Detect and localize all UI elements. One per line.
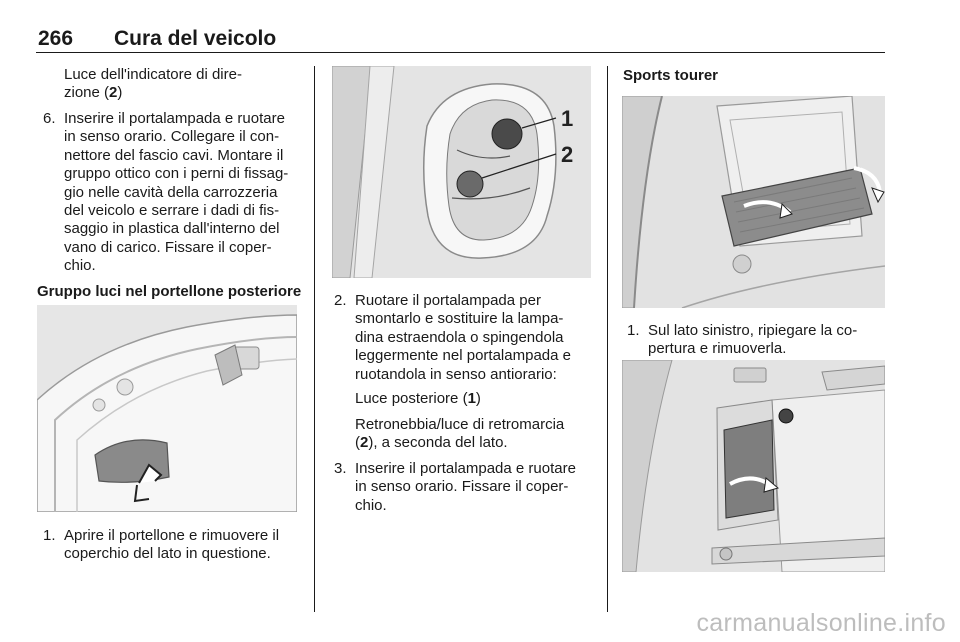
figure-cover-fold [622, 96, 885, 308]
column-divider-right [607, 66, 608, 612]
text-line: Ruotare il portalampada per [355, 292, 541, 309]
text-line: in senso orario. Collegare il con- [64, 128, 280, 146]
callout-1: 1 [561, 106, 574, 131]
step-1-tailgate [43, 527, 309, 564]
figure-lamp-holder [332, 66, 591, 278]
continued-text [64, 66, 242, 103]
text-line: Sul lato sinistro, ripiegare la co- [648, 322, 858, 339]
callout-2: 2 [561, 142, 574, 167]
watermark: carmanualsonline.info [696, 609, 946, 637]
header-rule [36, 52, 885, 53]
text-line: Luce dell'indicatore di dire- [64, 66, 242, 83]
page-title: Cura del veicolo [114, 27, 277, 50]
step-number: 6. [43, 110, 56, 127]
step-1-sports-tourer [627, 322, 883, 359]
section-heading-tailgate: Gruppo luci nel portellone posteriore [37, 283, 302, 300]
text-line: gio nelle cavità della carrozzeria [64, 183, 278, 201]
figure-tailgate-interior [37, 305, 297, 512]
step-number: 1. [627, 322, 640, 339]
figure-cover-removed [622, 360, 885, 572]
section-heading-sports-tourer: Sports tourer [623, 67, 719, 84]
text-line: smontarlo e sostituire la lampa- [355, 310, 564, 328]
text-line: dina estraendola o spingendola [355, 328, 564, 346]
step-2 [334, 292, 600, 384]
text-line: gruppo ottico con i perni di fissag- [64, 165, 289, 183]
reference-number: 1 [467, 390, 476, 407]
fog-reverse-light-text [355, 416, 600, 453]
step-number: 3. [334, 460, 347, 477]
text-line: nettore del fascio cavi. Montare il [64, 146, 284, 164]
text-line: vano di carico. Fissare il coper- [64, 238, 272, 256]
text-line: pertura e rimuoverla. [648, 340, 787, 358]
text-line: coperchio del lato in questione. [64, 545, 271, 563]
text-line: Aprire il portellone e rimuovere il [64, 527, 280, 544]
column-divider-left [314, 66, 315, 612]
step-number: 2. [334, 292, 347, 309]
reference-number: 2 [360, 434, 369, 452]
text-line: (2), a seconda del lato. [355, 434, 508, 452]
reference-number: 2 [109, 84, 118, 102]
text-line: Inserire il portalampada e ruotare [64, 110, 285, 127]
text-line: chio. [355, 496, 387, 514]
text-line: del veicolo e serrare i dadi di fis- [64, 202, 280, 220]
text-line: saggio in plastica dall'interno del [64, 220, 280, 238]
text-line: Inserire il portalampada e ruotare [355, 460, 576, 477]
rear-light-line: Luce posteriore (1) [355, 390, 481, 407]
step-3 [334, 460, 600, 515]
page-number: 266 [38, 27, 74, 50]
text-line: zione (2) [64, 84, 123, 102]
text-line: ruotandola in senso antiorario: [355, 365, 557, 383]
text-line: Retronebbia/luce di retromarcia [355, 416, 565, 433]
text-line: leggermente nel portalampada e [355, 347, 571, 365]
text-line: in senso orario. Fissare il coper- [355, 478, 569, 496]
step-number: 1. [43, 527, 56, 544]
text-line: chio. [64, 257, 96, 275]
step-6 [43, 110, 309, 276]
